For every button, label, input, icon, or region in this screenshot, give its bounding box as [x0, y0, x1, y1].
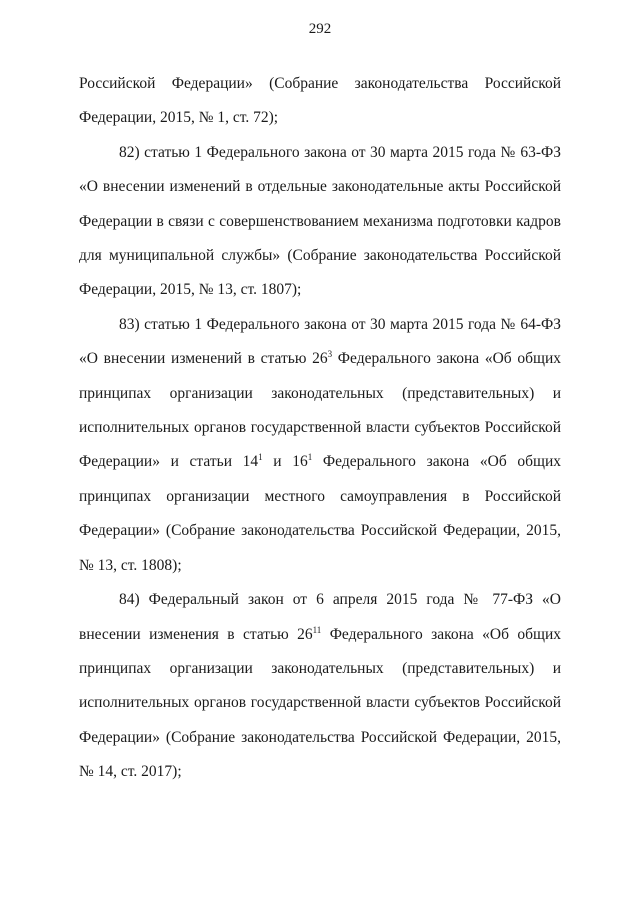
superscript: 1 [258, 452, 263, 463]
paragraph-text: Федерального закона «Об общих принципах организации законодательных (представительных) и исполнительных органов государственной власти субъектов Российской Федерации» (Собрание законодательства Российской Федерации, 2015, № 14, ст. 2017); [79, 625, 561, 781]
document-body [79, 67, 561, 790]
paragraph-continuation [79, 67, 561, 136]
paragraph-item-83 [79, 308, 561, 583]
paragraph-text: и 16 [262, 453, 308, 471]
superscript: 3 [327, 349, 333, 360]
superscript: 11 [312, 624, 322, 635]
paragraph-item-82 [79, 136, 561, 308]
superscript: 1 [307, 452, 313, 463]
paragraph-text: Федерального закона «Об общих принципах организации местного самоуправления в Российской Федерации» (Собрание законодательства Российской Федерации, 2015, № 13, ст. 1808); [79, 453, 561, 574]
paragraph-text: Российской Федерации» (Собрание законодательства Российской Федерации, 2015, № 1, ст. 72); [79, 75, 561, 127]
paragraph-text: Федерального закона «Об общих принципах организации законодательных (представительных) и исполнительных органов государственной власти субъектов Российской Федерации» и статьи 14 [79, 350, 561, 471]
paragraph-text: 84) Федеральный закон от 6 апреля 2015 года № 77-ФЗ «О внесении изменения в статью 26 [79, 591, 561, 643]
paragraph-text: 83) статью 1 Федерального закона от 30 марта 2015 года № 64-ФЗ «О внесении изменений в статью 26 [79, 315, 561, 368]
page-number: 292 [308, 21, 332, 37]
paragraph-item-84 [79, 583, 561, 789]
paragraph-text: 82) статью 1 Федерального закона от 30 марта 2015 года № 63-ФЗ «О внесении изменений в отдельные законодательные акты Российской Федерации в связи с совершенствованием механизма подготовки кадров для муниципальной службы» (Собрание законодательства Российской Федерации, 2015, № 13, ст. 1807); [79, 143, 561, 299]
